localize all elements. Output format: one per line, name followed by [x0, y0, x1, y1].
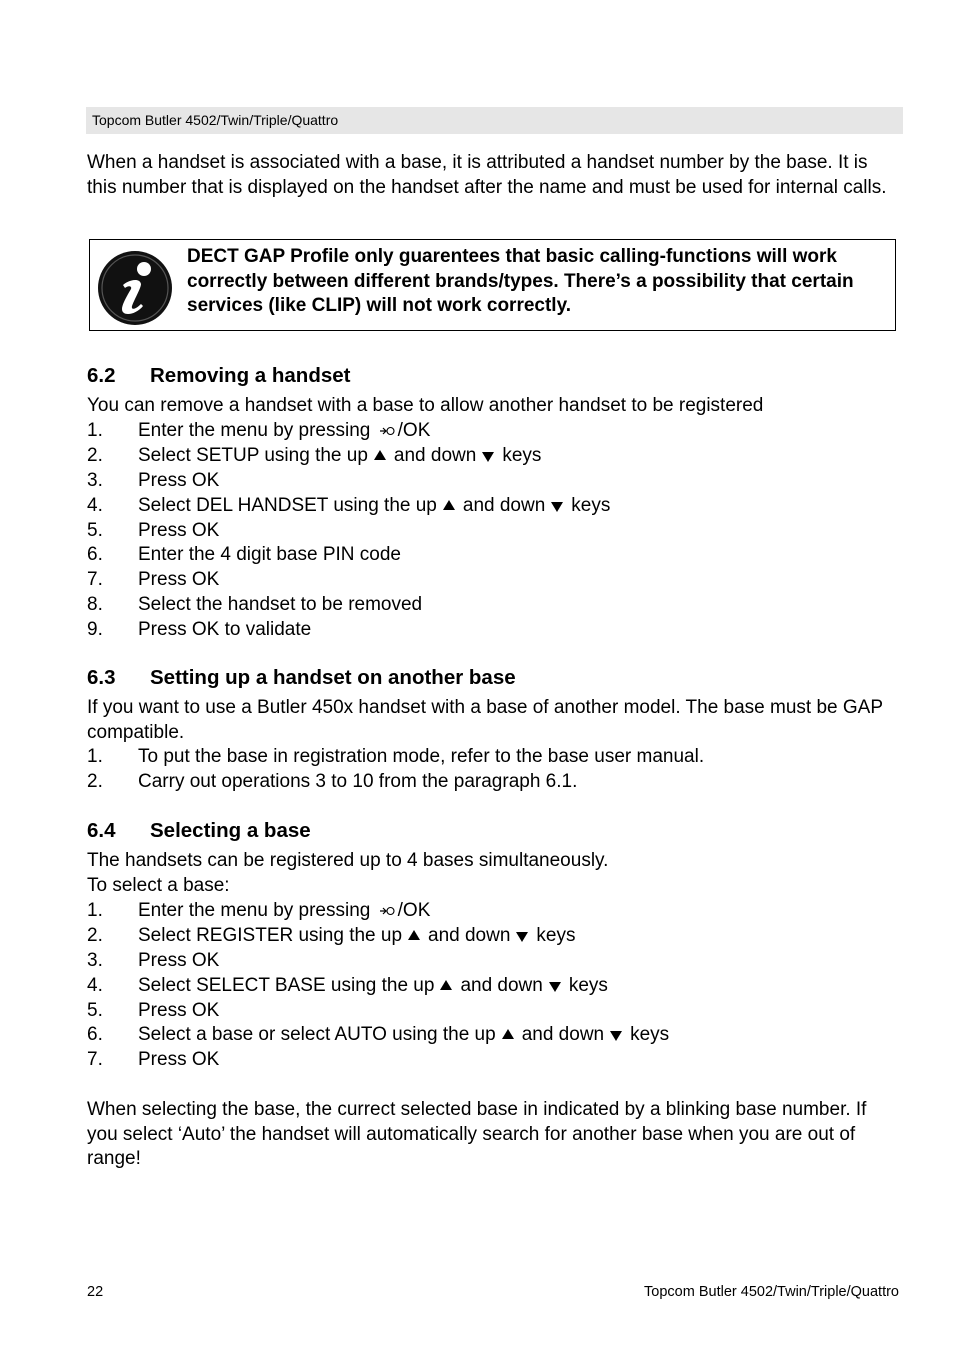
steps-list-6-4: [87, 899, 902, 1073]
section-intro: The handsets can be registered up to 4 bases simultaneously.: [87, 850, 609, 871]
section-title: Removing a handset: [150, 364, 351, 387]
up-arrow-icon: [374, 450, 386, 460]
list-item: 2. Carry out operations 3 to 10 from the paragraph 6.1.: [87, 770, 578, 792]
list-item: 1. To put the base in registration mode, refer to the base user manual.: [87, 746, 705, 767]
page-number: 22: [87, 1284, 104, 1300]
list-item: 5. Press OK: [87, 999, 220, 1021]
down-arrow-icon: [516, 932, 528, 942]
section-title: Setting up a handset on another base: [150, 666, 516, 689]
section-number: 6.4: [87, 819, 116, 842]
list-item: 2. Select SETUP using the up and down keys: [87, 444, 542, 466]
list-item: 7. Press OK: [87, 569, 220, 591]
menu-key-icon: [378, 424, 396, 438]
list-item: 2. Select REGISTER using the up and down keys: [87, 924, 576, 946]
steps-list-6-2: [87, 419, 902, 643]
section-intro-2: To select a base:: [87, 875, 230, 896]
down-arrow-icon: [551, 502, 563, 512]
note-text: DECT GAP Profile only guarentees that basic calling-functions will work correctly between different brands/types. There’s a possibility that certain services (like CLIP) will not work correctly.: [187, 246, 854, 317]
list-item: 6. Select a base or select AUTO using the up and down keys: [87, 1024, 670, 1046]
steps-list-6-3: [87, 745, 902, 795]
section-heading-6-2: [87, 363, 351, 389]
up-arrow-icon: [502, 1029, 514, 1039]
section-intro: If you want to use a Butler 450x handset with a base of another model. The base must be GAP compatible.: [87, 697, 883, 743]
info-note: [89, 239, 896, 331]
list-item: 3. Press OK: [87, 469, 220, 491]
up-arrow-icon: [440, 980, 452, 990]
running-footer: Topcom Butler 4502/Twin/Triple/Quattro: [644, 1284, 899, 1300]
menu-key-icon: [378, 904, 396, 918]
section-number: 6.3: [87, 666, 116, 689]
list-item: 5. Press OK: [87, 519, 220, 541]
section-intro: You can remove a handset with a base to allow another handset to be registered: [87, 395, 764, 416]
section-heading-6-3: [87, 665, 516, 691]
section-number: 6.2: [87, 364, 116, 387]
list-item: 8. Select the handset to be removed: [87, 594, 423, 616]
up-arrow-icon: [443, 500, 455, 510]
section-title: Selecting a base: [150, 819, 311, 842]
intro-paragraph: When a handset is associated with a base, it is attributed a handset number by the base. It is this number that is displayed on the handset after the name and must be used for internal calls.: [87, 152, 887, 198]
list-item: 4. Select SELECT BASE using the up and down keys: [87, 974, 608, 996]
list-item: 9. Press OK to validate: [87, 619, 312, 641]
info-icon: [97, 250, 173, 326]
section-heading-6-4: [87, 818, 311, 844]
running-header: Topcom Butler 4502/Twin/Triple/Quattro: [86, 107, 903, 134]
up-arrow-icon: [408, 930, 420, 940]
list-item: 3. Press OK: [87, 949, 220, 971]
down-arrow-icon: [610, 1031, 622, 1041]
list-item: 6. Enter the 4 digit base PIN code: [87, 544, 401, 566]
down-arrow-icon: [482, 452, 494, 462]
list-item: 1. Enter the menu by pressing /OK: [87, 900, 431, 921]
list-item: 4. Select DEL HANDSET using the up and down keys: [87, 494, 611, 516]
closing-paragraph: When selecting the base, the currect selected base in indicated by a blinking base number. If you select ‘Auto’ the handset will automatically search for another base when you are out of range!: [87, 1099, 867, 1170]
list-item: 7. Press OK: [87, 1049, 220, 1071]
list-item: 1. Enter the menu by pressing /OK: [87, 420, 431, 441]
down-arrow-icon: [549, 982, 561, 992]
